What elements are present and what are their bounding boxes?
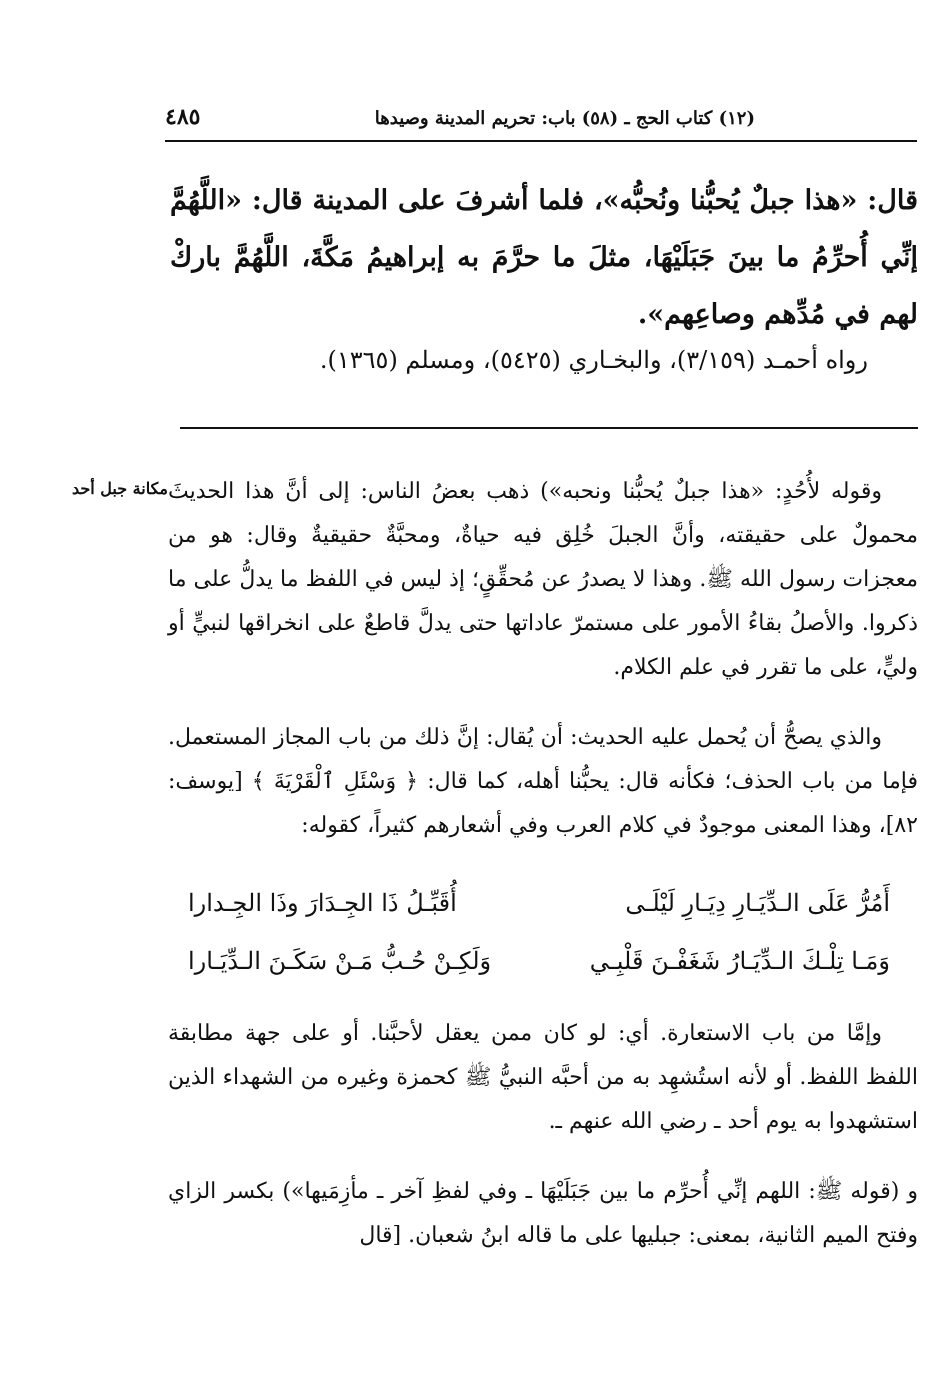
running-head: (١٢) كتاب الحج ـ (٥٨) باب: تحريم المدينة وصيدها <box>374 108 755 129</box>
margin-note: مكانة جبل أحد <box>71 479 168 498</box>
verse-line-1 <box>168 874 918 932</box>
section-divider <box>180 427 918 429</box>
poetry-block <box>168 874 918 990</box>
page-number: ٤٨٥ <box>165 104 201 130</box>
hadith-source: رواه أحمـد (٣/١٥٩)، والبخـاري (٥٤٢٥)، ومسلم (١٣٦٥). <box>319 346 868 374</box>
header-rule <box>165 140 917 142</box>
commentary-paragraph-1: وقوله لأُحُدٍ: «هذا جبلٌ يُحبُّنا ونحبه») ذهب بعضُ الناس: إلى أنَّ هذا الحديثَ محمولٌ على حقيقته، وأنَّ الجبلَ خُلِق فيه حياةٌ، ومحبَّةٌ حقيقيةٌ وقال: هو من معجزات رسول الله ﷺ. وهذا لا يصدرُ عن مُحقِّقٍ؛ إذ ليس في اللفظ ما يدلُّ على ما ذكروا. والأصلُ بقاءُ الأمور على مستمرّ عاداتها حتى يدلَّ قاطعٌ على انخراقها لنبيٍّ أو وليٍّ، على ما تقرر في علم الكلام. <box>168 479 918 680</box>
hadith-text: قال: «هذا جبلٌ يُحبُّنا ونُحبُّه»، فلما أشرفَ على المدينة قال: «اللَّهُمَّ إنِّي أُحرِّمُ ما بينَ جَبَلَيْهَا، مثلَ ما حرَّمَ به إبراهيمُ مَكَّةَ، اللَّهُمَّ باركْ لهم في مُدِّهم وصاعِهم». <box>170 185 918 330</box>
verse-line-2 <box>168 932 918 990</box>
commentary-paragraph-2: والذي يصحُّ أن يُحمل عليه الحديث: أن يُقال: إنَّ ذلك من باب المجاز المستعمل. فإما من باب الحذف؛ فكأنه قال: يحبُّنا أهله، كما قال: ﴿ وَسْئَلِ ٱلْقَرْيَةَ ﴾ [يوسف: ٨٢]، وهذا المعنى موجودٌ في كلام العرب وفي أشعارهم كثيراً، كقوله: <box>168 725 918 838</box>
verse-2-first-hemistich: وَمَـا تِلْـكَ الـدِّيَـارُ شَغَفْـنَ قَلْبِـي <box>589 947 890 975</box>
page-header <box>165 100 755 140</box>
verse-1-second-hemistich: أُقَبِّـلُ ذَا الجِـدَارَ وذَا الجِـدارا <box>188 889 457 917</box>
commentary-paragraph-3: وإمَّا من باب الاستعارة. أي: لو كان ممن يعقل لأحبَّنا. أو على جهة مطابقة اللفظ اللفظ. أو لأنه استُشهِد به من أحبَّه النبيُّ ﷺ كحمزة وغيره من الشهداء الذين استشهدوا به يوم أحد ـ رضي الله عنهم ـ. <box>168 1021 918 1134</box>
verse-2-second-hemistich: وَلَكِـنْ حُـبُّ مَـنْ سَكَـنَ الـدِّيَـارا <box>188 947 492 975</box>
commentary <box>168 470 918 1284</box>
commentary-paragraph-4: و (قوله ﷺ: اللهم إنِّي أُحرِّم ما بين جَبَلَيْهَا ـ وفي لفظِ آخر ـ مأزِمَيها») بكسر الزاي وفتح الميم الثانية، بمعنى: جبليها على ما قاله ابنُ شعبان. [قال <box>168 1179 918 1248</box>
verse-1-first-hemistich: أَمُرُّ عَلَى الـدِّيَـارِ دِيَـارِ لَيْلَـى <box>625 889 890 917</box>
